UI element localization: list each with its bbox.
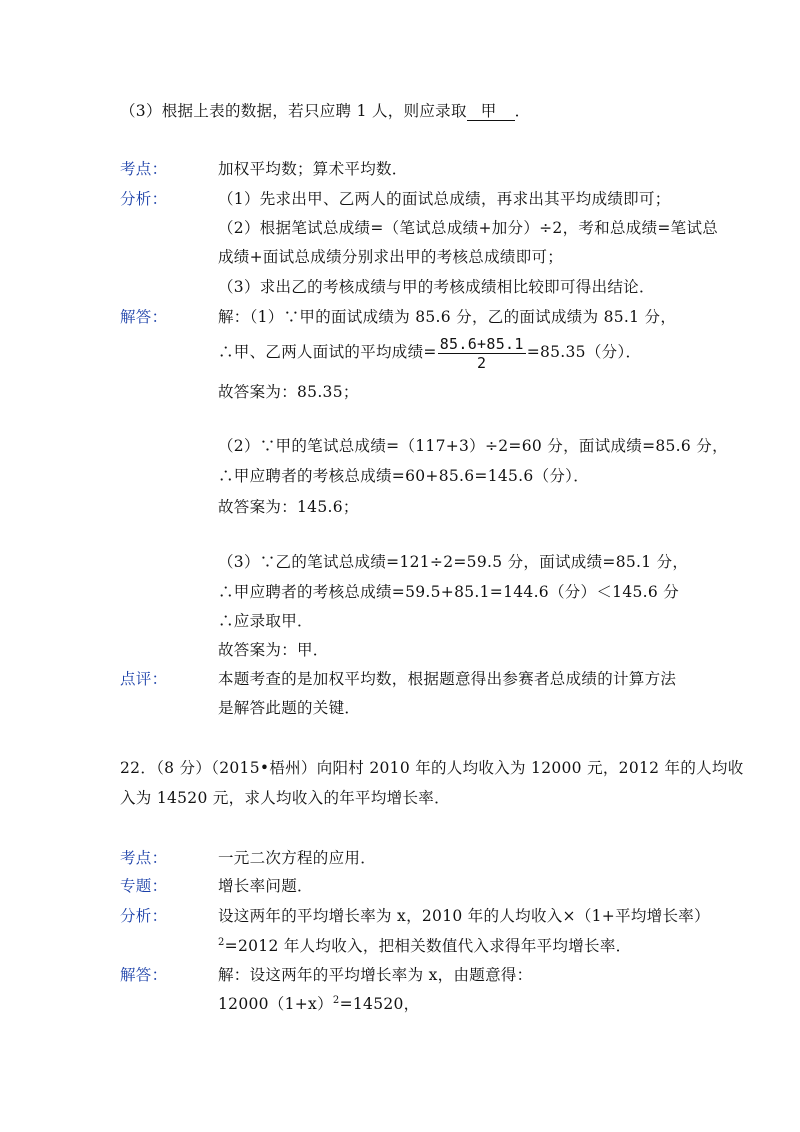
kaodian-label: 考点： [120, 849, 168, 867]
dianping-line: 是解答此题的关键． [218, 699, 361, 717]
fenxi-line: （1）先求出甲、乙两人的面试总成绩，再求出其平均成绩即可； [218, 190, 671, 208]
answer-blank: 甲 [467, 102, 515, 121]
jieda-line: 解：设这两年的平均增长率为 x，由题意得： [218, 966, 533, 984]
fenxi-line: （3）求出乙的考核成绩与甲的考核成绩相比较即可得出结论． [218, 278, 655, 296]
jieda-line: 故答案为：甲． [218, 641, 329, 659]
fenxi-label: 分析： [120, 907, 168, 925]
fenxi-line: $^2$=2012 年人均收入，把相关数值代入求得年平均增长率． [218, 936, 632, 955]
dianping-line: 本题考查的是加权平均数，根据题意得出参赛者总成绩的计算方法 [218, 670, 677, 688]
q22-question-line: 22．（8 分）（2015•梧州）向阳村 2010 年的人均收入为 12000 元，2012 年的人均收 [120, 759, 744, 777]
jieda-label: 解答： [120, 308, 168, 326]
kaodian-label: 考点： [120, 160, 168, 178]
q22-question-line: 入为 14520 元，求人均收入的年平均增长率． [120, 789, 450, 807]
jieda-equation: $12000(1+x)^2=14520$， [218, 994, 420, 1013]
jieda-line: 解：（1）∵甲的面试成绩为 85.6 分，乙的面试成绩为 85.1 分， [218, 308, 677, 326]
jieda-line: ∴甲应聘者的考核总成绩=60+85.6=145.6（分）． [218, 467, 590, 485]
jieda-line-fraction: ∴甲、乙两人面试的平均成绩= $\frac{85.6+85.1}{2}$ =85.35（分）． [218, 334, 642, 372]
fenxi-label: 分析： [120, 190, 168, 208]
q21-part3-question: （3）根据上表的数据，若只应聘 1 人，则应录取 甲 ． [120, 102, 531, 120]
jieda-line: ∴应录取甲． [218, 612, 313, 630]
fraction: $\frac{85.6+85.1}{2}$ [439, 334, 524, 372]
jieda-line: 故答案为：145.6； [218, 498, 359, 516]
kaodian-text: 一元二次方程的应用． [218, 849, 377, 867]
fenxi-line: 成绩+面试总成绩分别求出甲的考核总成绩即可； [218, 248, 564, 266]
fenxi-line: （2）根据笔试总成绩=（笔试总成绩+加分）÷2，考和总成绩=笔试总 [218, 219, 719, 237]
jieda-line: 故答案为：85.35； [218, 383, 359, 401]
jieda-line: （2）∵甲的笔试总成绩=（117+3）÷2=60 分，面试成绩=85.6 分， [218, 437, 728, 455]
zhuanti-label: 专题： [120, 877, 168, 895]
jieda-line: ∴甲应聘者的考核总成绩=59.5+85.1=144.6（分）＜145.6 分 [218, 583, 680, 601]
zhuanti-text: 增长率问题． [218, 877, 313, 895]
jieda-line: （3）∵乙的笔试总成绩=121÷2=59.5 分，面试成绩=85.1 分， [218, 553, 689, 571]
jieda-label: 解答： [120, 966, 168, 984]
kaodian-text: 加权平均数；算术平均数． [218, 160, 408, 178]
fenxi-line: 设这两年的平均增长率为 x，2010 年的人均收入×（1+平均增长率） [218, 907, 710, 925]
dianping-label: 点评： [120, 670, 168, 688]
